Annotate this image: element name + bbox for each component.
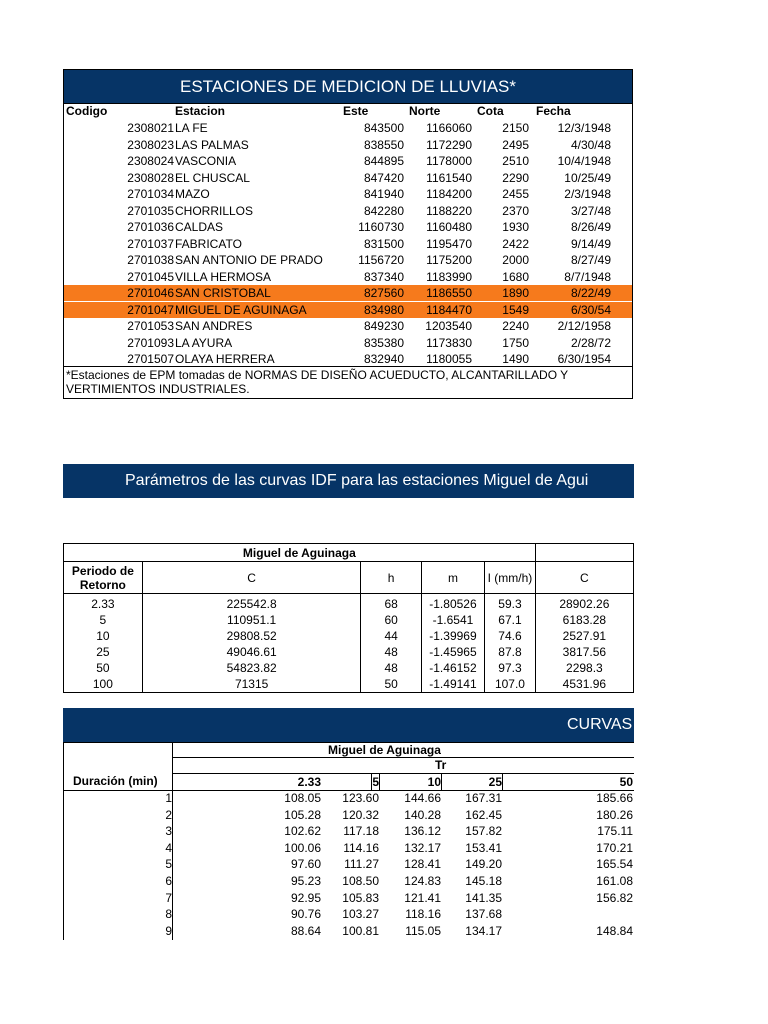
- station-norte: 1188220: [426, 203, 472, 218]
- station-codigo: 2701093: [127, 335, 174, 350]
- station-codigo: 2701037: [127, 236, 174, 251]
- idf-c-next: 2298.3: [535, 660, 633, 676]
- station-fecha: 8/7/1948: [564, 269, 611, 284]
- intensity-value: 148.84: [596, 923, 633, 938]
- intensity-value: 145.18: [465, 874, 502, 888]
- idf-h: 48: [361, 660, 421, 676]
- idf-row: [64, 644, 634, 660]
- intensity-value: 157.82: [465, 824, 502, 839]
- idf-c: 29808.52: [142, 628, 361, 644]
- idf-station-name-next: [535, 544, 633, 562]
- station-codigo: 2701038: [127, 253, 174, 267]
- station-cota: 1930: [502, 220, 529, 234]
- station-estacion: SAN CRISTOBAL: [175, 286, 271, 300]
- intensity-row: [63, 857, 634, 871]
- header-c-next: C: [535, 562, 633, 594]
- idf-c-next: 6183.28: [535, 612, 633, 628]
- header-norte: Norte: [409, 104, 441, 118]
- intensity-station-name: Miguel de Aguinaga: [328, 743, 441, 757]
- station-estacion: CHORRILLOS: [175, 203, 254, 218]
- station-row: [64, 269, 632, 285]
- intensity-row: [63, 791, 634, 805]
- intensity-value: 111.27: [344, 857, 379, 872]
- station-codigo: 2308021: [127, 121, 174, 135]
- station-codigo: 2701045: [127, 269, 174, 284]
- intensity-value: 153.41: [465, 840, 502, 855]
- idf-h: 68: [361, 594, 421, 613]
- station-norte: 1173830: [426, 335, 472, 350]
- station-este: 831500: [363, 236, 404, 251]
- intensity-value: 100.81: [342, 923, 379, 938]
- intensity-value: 124.83: [404, 874, 441, 888]
- station-estacion: EL CHUSCAL: [175, 170, 250, 185]
- header-m: m: [421, 562, 484, 594]
- station-codigo: 2701035: [127, 203, 174, 218]
- idf-periodo-retorno: 10: [64, 628, 143, 644]
- idf-intensity: 67.1: [485, 612, 536, 628]
- header-codigo: Codigo: [66, 104, 108, 118]
- tr-value: 2.33: [297, 775, 321, 789]
- station-cota: 2455: [502, 187, 529, 201]
- intensity-value: 162.45: [465, 807, 502, 822]
- station-norte: 1175200: [426, 253, 472, 267]
- station-este: 1160730: [358, 220, 404, 234]
- idf-row: [64, 594, 634, 613]
- station-este: 1156720: [358, 253, 404, 267]
- station-row: [64, 351, 632, 367]
- intensity-row: [63, 824, 634, 838]
- duration-label: Duración (min): [73, 774, 158, 788]
- idf-parameters-banner: [63, 464, 634, 498]
- idf-c-next: 4531.96: [535, 676, 633, 693]
- station-estacion: FABRICATO: [175, 236, 242, 251]
- idf-intensity: 107.0: [485, 676, 536, 693]
- stations-table: [63, 69, 633, 399]
- tr-value: 5: [372, 775, 379, 789]
- idf-intensity: 59.3: [485, 594, 536, 613]
- idf-h: 60: [361, 612, 421, 628]
- intensity-value: 92.95: [290, 890, 321, 905]
- header-c: C: [142, 562, 361, 594]
- station-cota: 1680: [502, 269, 529, 284]
- intensity-value: 161.08: [596, 874, 633, 888]
- tr-value: 10: [427, 775, 441, 789]
- station-este: 837340: [363, 269, 404, 284]
- header-periodo-retorno: Periodo de Retorno: [64, 562, 143, 594]
- idf-c-next: 3817.56: [535, 644, 633, 660]
- station-norte: 1180055: [426, 352, 472, 366]
- intensity-row: [63, 841, 634, 855]
- header-intensity: I (mm/h): [485, 562, 536, 594]
- idf-parameters-table: [63, 543, 634, 693]
- station-codigo: 2701034: [127, 187, 174, 201]
- station-este: 834980: [363, 302, 404, 317]
- idf-h: 50: [361, 676, 421, 693]
- idf-periodo-retorno: 50: [64, 660, 143, 676]
- idf-c: 71315: [142, 676, 361, 693]
- idf-periodo-retorno: 2.33: [64, 594, 143, 613]
- intensity-value: 165.54: [596, 857, 633, 872]
- tr-label: Tr: [435, 758, 447, 772]
- tr-values-row: [63, 775, 634, 789]
- duration-value: 5: [165, 857, 172, 872]
- intensity-value: 149.20: [465, 857, 502, 872]
- idf-parameters-banner-text: Parámetros de las curvas IDF para las estaciones Miguel de Agui: [125, 472, 589, 489]
- station-fecha: 8/26/49: [570, 220, 611, 234]
- grid-line: [172, 757, 634, 758]
- station-codigo: 2701036: [127, 220, 174, 234]
- intensity-row: [63, 891, 634, 905]
- intensity-value: 156.82: [596, 890, 633, 905]
- station-fecha: 3/27/48: [570, 203, 611, 218]
- station-norte: 1203540: [425, 319, 472, 333]
- station-fecha: 2/12/1958: [557, 319, 611, 333]
- station-row: [64, 252, 632, 268]
- station-norte: 1161540: [426, 170, 472, 185]
- intensity-table: [63, 742, 634, 940]
- intensity-value: 132.17: [404, 840, 441, 855]
- station-row: [64, 219, 632, 235]
- station-estacion: MIGUEL DE AGUINAGA: [175, 302, 307, 317]
- station-este: 827560: [363, 286, 404, 300]
- idf-periodo-retorno: 25: [64, 644, 143, 660]
- station-cota: 2495: [502, 137, 529, 152]
- intensity-value: 105.83: [342, 890, 379, 905]
- station-norte: 1183990: [426, 269, 472, 284]
- intensity-value: 90.76: [290, 907, 321, 922]
- intensity-value: 180.26: [596, 807, 633, 822]
- station-cota: 2000: [502, 253, 529, 267]
- station-cota: 2150: [502, 121, 529, 135]
- idf-row: [64, 612, 634, 628]
- station-este: 838550: [363, 137, 404, 152]
- station-codigo: 2701047: [127, 302, 174, 317]
- station-estacion: MAZO: [175, 187, 210, 201]
- station-cota: 2290: [502, 170, 529, 185]
- station-estacion: CALDAS: [175, 220, 224, 234]
- station-codigo: 2308023: [127, 137, 174, 152]
- curves-banner-text: CURVAS: [567, 716, 633, 733]
- station-estacion: LA FE: [175, 121, 208, 135]
- intensity-row: [63, 808, 634, 822]
- station-este: 847420: [363, 170, 404, 185]
- station-este: 835380: [363, 335, 404, 350]
- intensity-value: 103.27: [342, 907, 379, 922]
- intensity-value: 105.28: [284, 807, 321, 822]
- intensity-value: 128.41: [404, 857, 441, 872]
- station-fecha: 9/14/49: [570, 236, 611, 251]
- station-cota: 1549: [502, 302, 529, 317]
- station-este: 832940: [363, 352, 404, 366]
- duration-value: 2: [165, 807, 172, 822]
- station-estacion: VILLA HERMOSA: [175, 269, 272, 284]
- idf-m: -1.46152: [421, 660, 484, 676]
- station-este: 843500: [363, 121, 404, 135]
- intensity-row: [63, 924, 634, 938]
- station-este: 841940: [363, 187, 404, 201]
- idf-periodo-retorno: 100: [64, 676, 143, 693]
- duration-value: 8: [165, 907, 172, 922]
- idf-c: 110951.1: [142, 612, 361, 628]
- station-estacion: SAN ANTONIO DE PRADO: [175, 253, 323, 267]
- intensity-value: 175.11: [597, 824, 633, 839]
- station-cota: 2510: [502, 154, 529, 168]
- idf-row: [64, 628, 634, 644]
- station-norte: 1184470: [426, 302, 472, 317]
- header-cota: Cota: [477, 104, 504, 118]
- idf-c: 49046.61: [142, 644, 361, 660]
- header-este: Este: [343, 104, 369, 118]
- station-fecha: 4/30/48: [570, 137, 611, 152]
- station-codigo: 2701046: [127, 286, 174, 300]
- intensity-value: 167.31: [465, 791, 502, 805]
- station-norte: 1160480: [426, 220, 472, 234]
- station-fecha: 6/30/54: [570, 302, 611, 317]
- intensity-value: 108.05: [284, 791, 321, 805]
- tr-value: 25: [488, 775, 502, 789]
- duration-value: 4: [165, 840, 172, 855]
- intensity-value: 134.17: [465, 923, 502, 938]
- station-este: 844895: [363, 154, 404, 168]
- idf-row: [64, 676, 634, 693]
- station-norte: 1166060: [426, 121, 472, 135]
- duration-value: 7: [165, 890, 172, 905]
- station-fecha: 2/3/1948: [564, 187, 611, 201]
- intensity-value: 114.16: [343, 840, 379, 855]
- tr-value: 50: [619, 775, 633, 789]
- header-estacion: Estacion: [175, 104, 226, 118]
- header-fecha: Fecha: [536, 104, 571, 118]
- duration-value: 6: [165, 874, 172, 888]
- intensity-value: 120.32: [342, 807, 379, 822]
- idf-row: [64, 660, 634, 676]
- station-row: [64, 285, 632, 301]
- station-este: 849230: [363, 319, 404, 333]
- idf-m: -1.6541: [421, 612, 484, 628]
- station-cota: 2240: [502, 319, 529, 333]
- station-estacion: VASCONIA: [175, 154, 237, 168]
- stations-table-title: ESTACIONES DE MEDICION DE LLUVIAS*: [64, 70, 632, 104]
- station-row: [64, 236, 632, 252]
- intensity-value: 102.62: [284, 824, 321, 839]
- station-codigo: 2701507: [127, 352, 174, 366]
- station-fecha: 10/4/1948: [557, 154, 611, 168]
- station-norte: 1172290: [426, 137, 472, 152]
- idf-c-next: 28902.26: [535, 594, 633, 613]
- intensity-value: 144.66: [404, 791, 441, 805]
- station-row: [64, 203, 632, 219]
- duration-value: 9: [165, 923, 172, 938]
- idf-parameters-rows: [64, 594, 634, 693]
- idf-periodo-retorno: 5: [64, 612, 143, 628]
- idf-intensity: 87.8: [485, 644, 536, 660]
- station-norte: 1184200: [426, 187, 472, 201]
- idf-c-next: 2527.91: [535, 628, 633, 644]
- station-row: [64, 318, 632, 334]
- intensity-value: 95.23: [290, 874, 321, 888]
- intensity-value: 97.60: [290, 857, 321, 872]
- station-cota: 2422: [502, 236, 529, 251]
- curves-banner: [63, 708, 634, 742]
- station-cota: 2370: [502, 203, 529, 218]
- station-estacion: LA AYURA: [175, 335, 233, 350]
- station-estacion: LAS PALMAS: [175, 137, 249, 152]
- idf-c: 54823.82: [142, 660, 361, 676]
- station-row: [64, 170, 632, 186]
- intensity-value: 185.66: [596, 791, 633, 805]
- station-row: [64, 137, 632, 153]
- intensity-value: 88.64: [290, 923, 321, 938]
- station-este: 842280: [363, 203, 404, 218]
- intensity-value: 123.60: [342, 791, 379, 805]
- station-estacion: OLAYA HERRERA: [175, 352, 275, 366]
- station-fecha: 6/30/1954: [557, 352, 611, 366]
- idf-h: 44: [361, 628, 421, 644]
- station-fecha: 8/22/49: [570, 286, 611, 300]
- intensity-value: 117.18: [343, 824, 379, 839]
- intensity-value: 141.35: [465, 890, 502, 905]
- intensity-row: [63, 907, 634, 921]
- station-row: [64, 302, 632, 318]
- station-fecha: 8/27/49: [570, 253, 611, 267]
- intensity-value: 108.50: [342, 874, 379, 888]
- station-cota: 1890: [502, 286, 529, 300]
- grid-line: [172, 773, 634, 774]
- idf-c: 225542.8: [142, 594, 361, 613]
- station-norte: 1195470: [426, 236, 472, 251]
- station-row: [64, 120, 632, 136]
- header-h: h: [361, 562, 421, 594]
- duration-value: 3: [165, 824, 172, 839]
- station-cota: 1750: [502, 335, 529, 350]
- idf-m: -1.80526: [421, 594, 484, 613]
- station-row: [64, 153, 632, 169]
- station-codigo: 2308024: [127, 154, 174, 168]
- idf-intensity: 74.6: [485, 628, 536, 644]
- idf-intensity: 97.3: [485, 660, 536, 676]
- intensity-value: 121.41: [404, 890, 441, 905]
- idf-h: 48: [361, 644, 421, 660]
- station-fecha: 12/3/1948: [557, 121, 611, 135]
- station-norte: 1186550: [426, 286, 472, 300]
- intensity-value: 137.68: [465, 907, 502, 922]
- station-fecha: 2/28/72: [570, 335, 611, 350]
- station-norte: 1178000: [426, 154, 472, 168]
- intensity-value: 170.21: [596, 840, 633, 855]
- station-cota: 1490: [502, 352, 529, 366]
- intensity-value: 100.06: [284, 840, 321, 855]
- intensity-value: 115.05: [405, 923, 441, 938]
- idf-m: -1.49141: [421, 676, 484, 693]
- stations-note: *Estaciones de EPM tomadas de NORMAS DE DISEÑO ACUEDUCTO, ALCANTARILLADO Y VERTIMIENTOS INDUSTRIALES.: [64, 366, 632, 396]
- idf-m: -1.39969: [421, 628, 484, 644]
- idf-station-name: Miguel de Aguinaga: [64, 544, 536, 562]
- duration-value: 1: [165, 791, 172, 805]
- station-row: [64, 186, 632, 202]
- idf-m: -1.45965: [421, 644, 484, 660]
- intensity-row: [63, 874, 634, 888]
- intensity-value: 140.28: [404, 807, 441, 822]
- station-codigo: 2701053: [127, 319, 174, 333]
- station-codigo: 2308028: [127, 170, 174, 185]
- station-row: [64, 335, 632, 351]
- station-fecha: 10/25/49: [564, 170, 611, 185]
- intensity-value: 136.12: [404, 824, 441, 839]
- station-estacion: SAN ANDRES: [175, 319, 253, 333]
- intensity-value: 118.16: [405, 907, 441, 922]
